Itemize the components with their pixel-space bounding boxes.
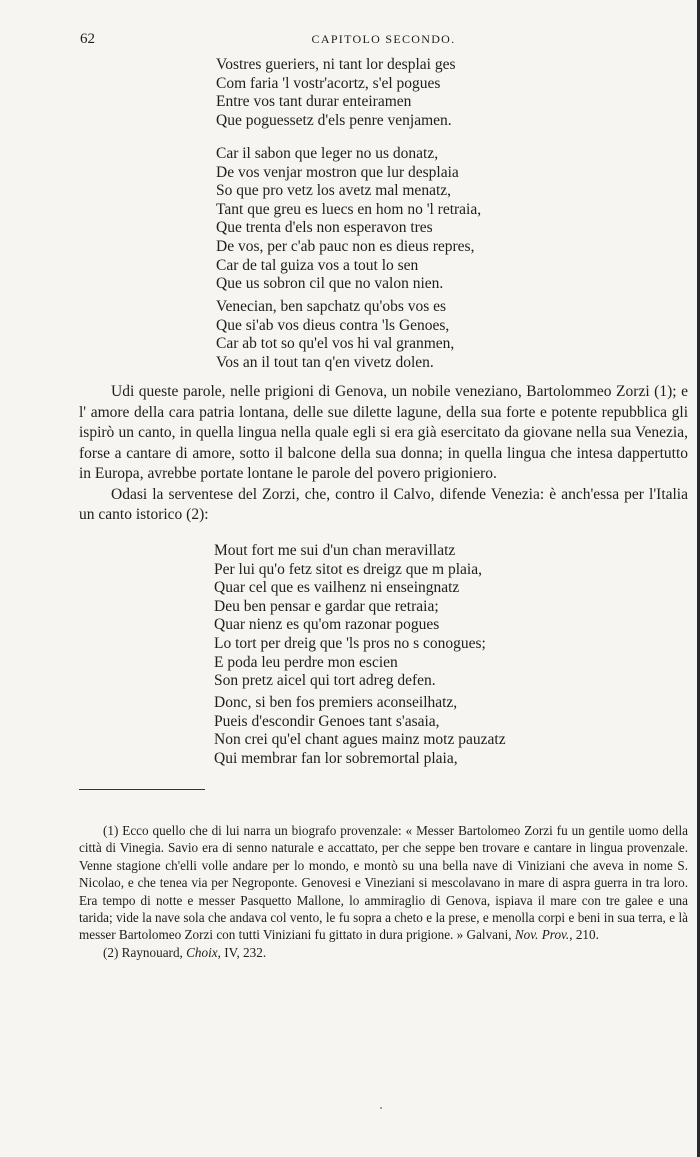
- verse-line: Que si'ab vos dieus contra 'ls Genoes,: [216, 316, 450, 334]
- running-head: CAPITOLO SECONDO.: [311, 32, 456, 46]
- verse-line: Deu ben pensar e gardar que retraia;: [214, 597, 439, 615]
- verse-line: Lo tort per dreig que 'ls pros no s conogues;: [214, 634, 486, 652]
- poem1-stanza-2: [216, 145, 481, 294]
- verse-line: Car ab tot so qu'el vos hi val granmen,: [216, 335, 455, 353]
- verse-line: Vostres gueriers, ni tant lor desplai ges: [216, 56, 456, 73]
- page-number: 62: [80, 31, 95, 47]
- verse-line: Car il sabon que leger no us donatz,: [216, 145, 439, 162]
- poem1-stanza-1: [216, 56, 456, 130]
- verse-line: De vos venjar mostron que lur desplaia: [216, 163, 459, 181]
- footnote-text: (2) Raynouard,: [103, 944, 183, 960]
- verse-line: Mout fort me sui d'un chan meravillatz: [214, 542, 456, 559]
- verse-line: Quar cel que es vailhenz ni enseingnatz: [214, 579, 460, 597]
- verse-line: Quar nienz es qu'om razonar pogues: [214, 616, 440, 634]
- poem2-stanza-2: [214, 694, 506, 768]
- verse-line: De vos, per c'ab pauc non es dieus repres,: [216, 237, 475, 255]
- poem1-stanza-3: [216, 298, 454, 372]
- prose-body: [79, 382, 688, 526]
- footnote-rule: [79, 789, 205, 790]
- footnote-text: (1) Ecco quello che di lui narra un biografo provenzale: « Messer Bartolomeo Zorzi fu un gentile uomo della città di Vinegia. Savio era di senno naturale e accattato, per che seppe ben trovare e cantare in lingua provenzale. Venne stagione ch'elli volle andare per lo mondo, e montò su una bella nave di Viniziani che aveva in nome S. Nicolao, e che tenea via per Negroponte. Genovesi e Vineziani si mescolavano in mare di aspra guerra in tra loro. Era tempo di notte e messer Pasquetto Mallone, lo ammiraglio di Genova, ispiava il mare con tre galee e una tarida; vide la nave sola che andava col vento, le fu sopra a cheto e la prese, e menolla corpi e beni in sua terra, e là messer Bartolomeo Zorzi con tutti Viniziani fu gittato in dura prigione. » Galvani,: [79, 823, 688, 943]
- verse-line: Qui membrar fan lor sobremortal plaia,: [214, 749, 458, 767]
- verse-line: Que trenta d'els non esperavon tres: [216, 219, 433, 237]
- verse-line: Per lui qu'o fetz sitot es dreigz que m plaia,: [214, 560, 482, 578]
- verse-line: Vos an il tout tan q'en vivetz dolen.: [216, 353, 434, 371]
- verse-line: Pueis d'escondir Genoes tant s'asaia,: [214, 712, 440, 730]
- verse-line: Venecian, ben sapchatz qu'obs vos es: [216, 298, 447, 315]
- footnote-page: , 210.: [569, 927, 599, 943]
- verse-line: Entre vos tant durar enteiramen: [216, 93, 412, 111]
- footnote-page: , IV, 232.: [217, 944, 267, 960]
- verse-line: E poda leu perdre mon escien: [214, 653, 398, 671]
- verse-line: Com faria 'l vostr'acortz, s'el pogues: [216, 74, 441, 92]
- poem2-stanza-1: [214, 542, 486, 691]
- footnotes: [79, 822, 688, 961]
- paragraph: Udi queste parole, nelle prigioni di Genova, un nobile veneziano, Bartolommeo Zorzi (1); e l' amore della cara patria lontana, delle sue dilette lagune, della sua forte e potente repubblica gli ispirò un canto, in quella lingua nella quale egli si era già esercitato da giovane nella sua Venezia, forse a cantare di amore, sotto il balcone della sua donna; in quella lingua che intesa dappertutto in Europa, avrebbe portate lontane le parole del povero prigioniero.: [79, 383, 688, 482]
- footnote-citation: Nov. Prov.: [514, 927, 570, 943]
- verse-line: So que pro vetz los avetz mal menatz,: [216, 182, 452, 200]
- footnote-1: [79, 822, 688, 944]
- page-header: [80, 31, 687, 51]
- footnote-citation: Choix: [186, 944, 218, 960]
- verse-line: Car de tal guiza vos a tout lo sen: [216, 256, 419, 274]
- page-speck: [380, 1107, 382, 1109]
- verse-line: Son pretz aicel qui tort adreg defen.: [214, 672, 436, 690]
- verse-line: Donc, si ben fos premiers aconseilhatz,: [214, 694, 458, 711]
- verse-line: Que us sobron cil que no valon nien.: [216, 275, 444, 293]
- verse-line: Tant que greu es luecs en hom no 'l retraia,: [216, 200, 482, 218]
- paragraph: Odasi la serventese del Zorzi, che, contro il Calvo, difende Venezia: è anch'essa per l'Italia un canto istorico (2):: [79, 485, 688, 523]
- footnote-2: [79, 944, 688, 961]
- verse-line: Que poguessetz d'els penre venjamen.: [216, 111, 452, 129]
- verse-line: Non crei qu'el chant agues mainz motz pauzatz: [214, 731, 506, 749]
